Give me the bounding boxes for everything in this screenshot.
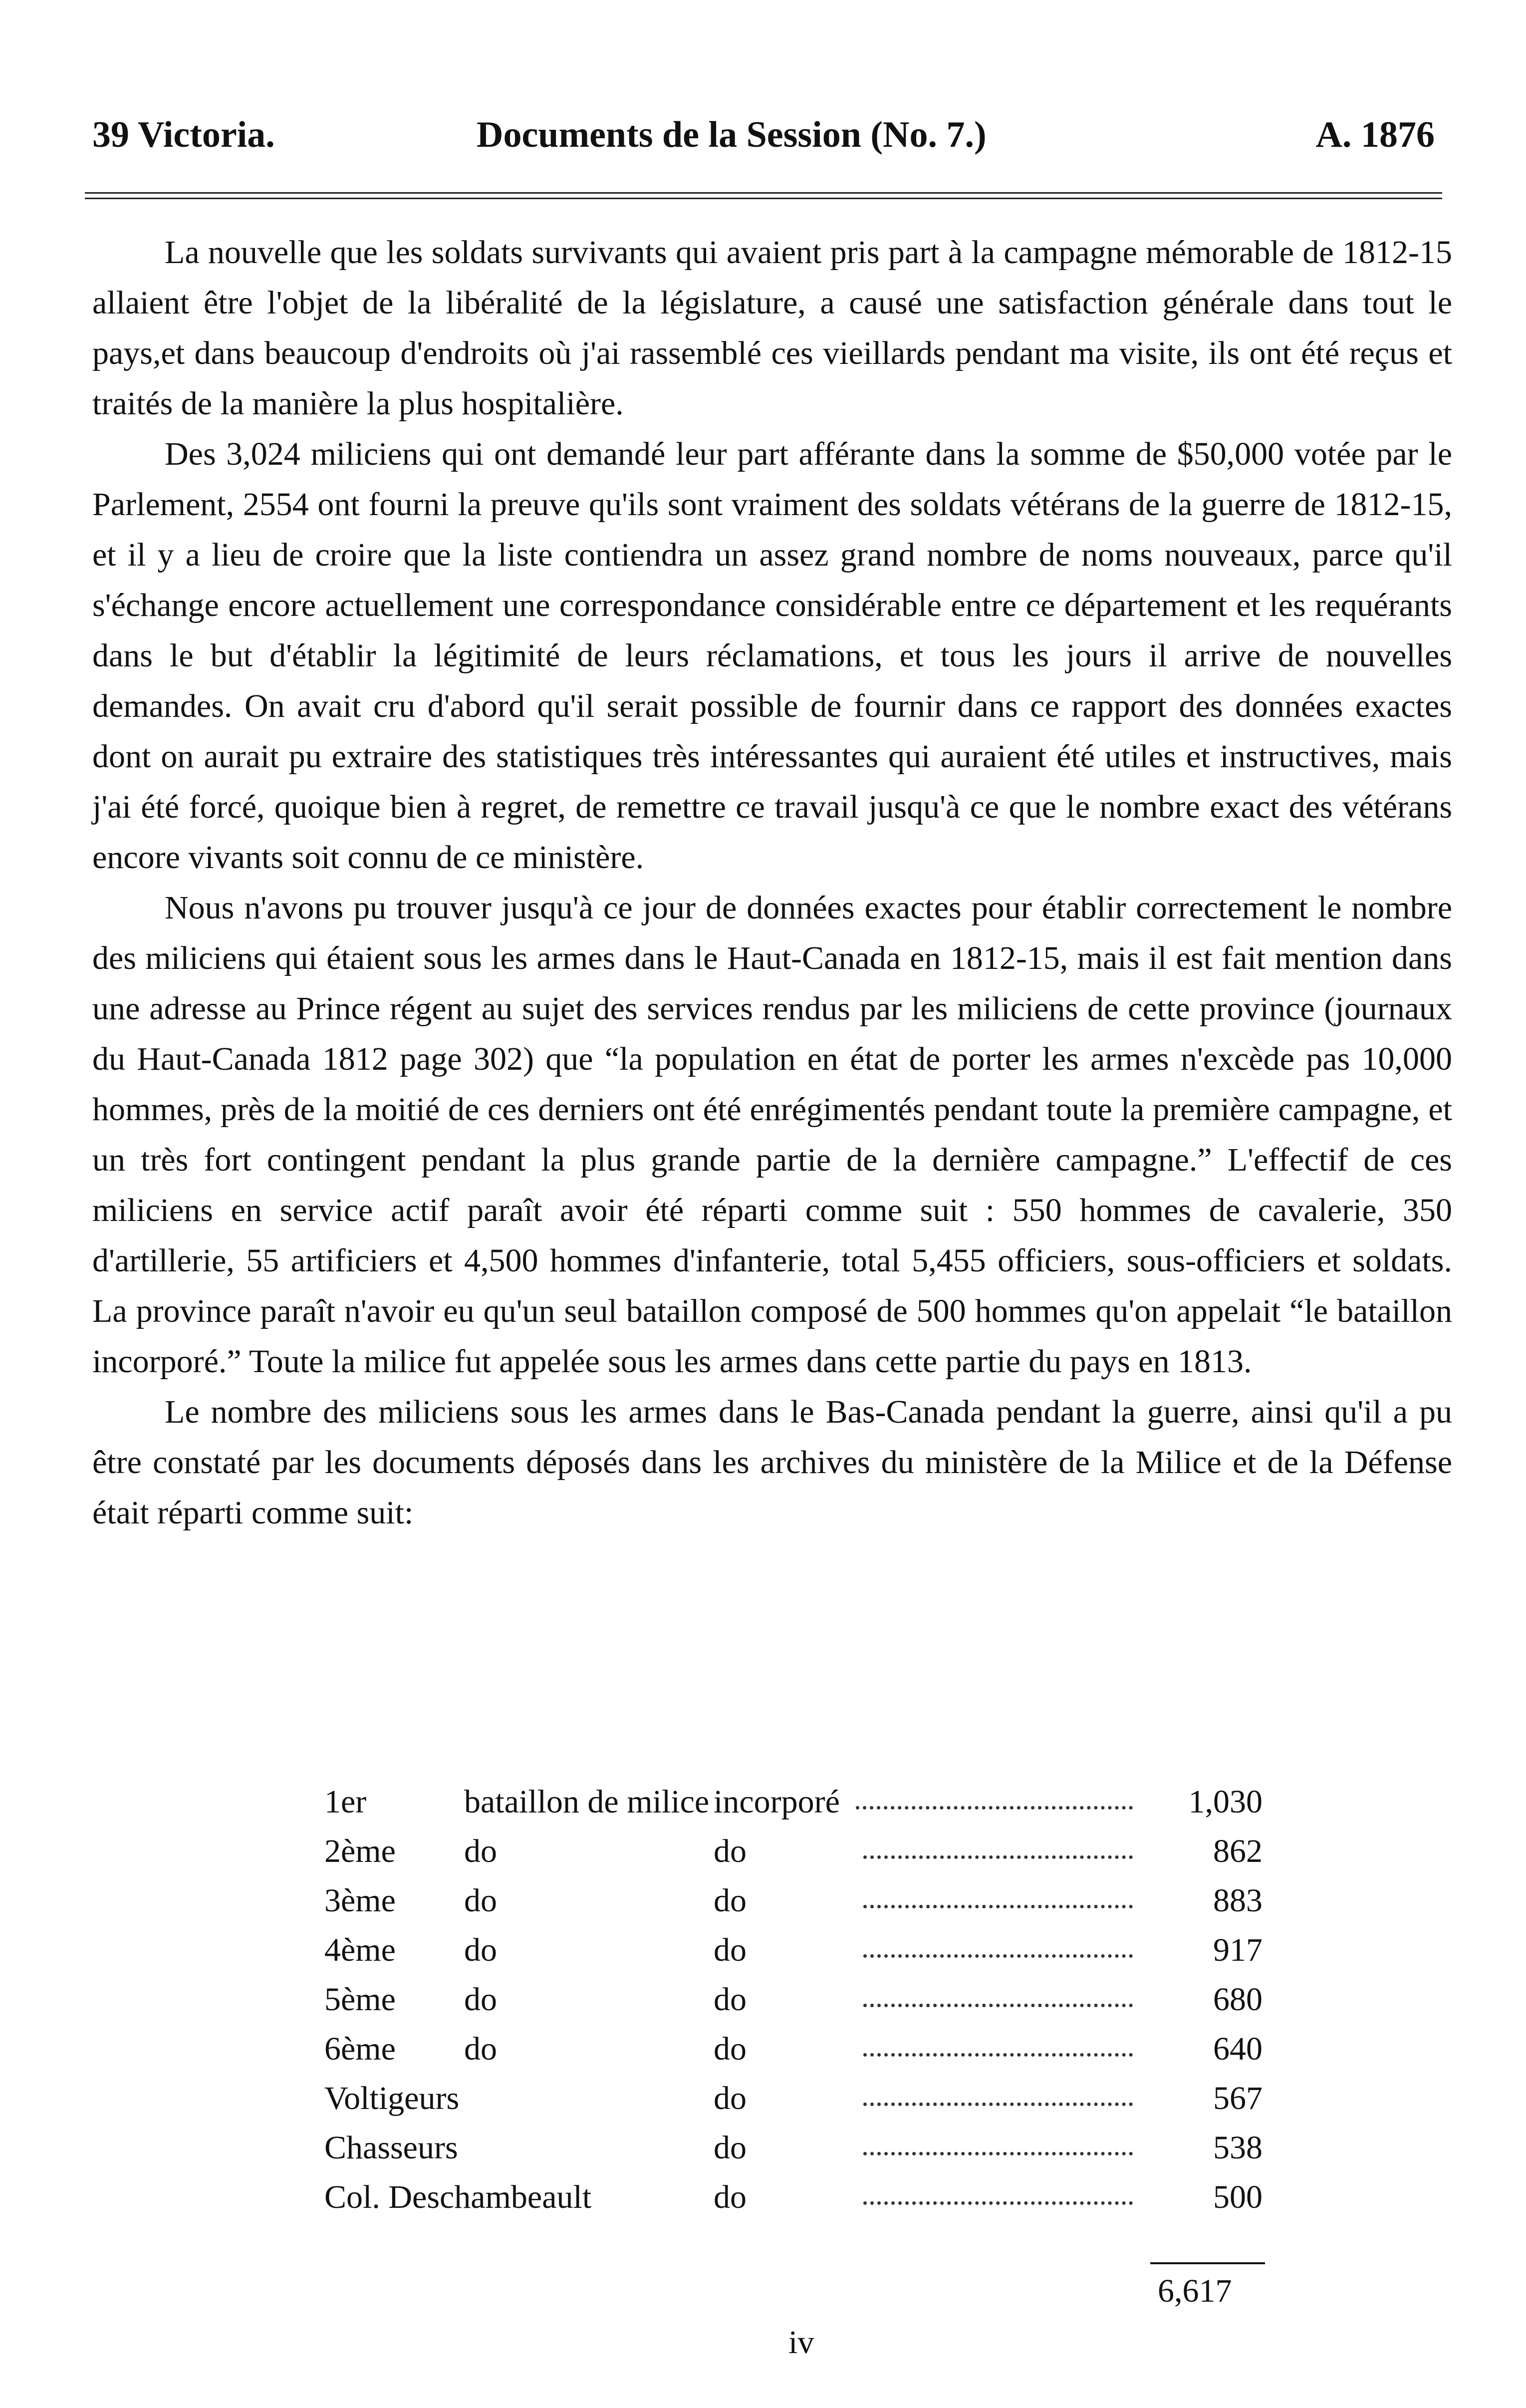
row-label: 4ème	[324, 1932, 396, 1968]
total-rule	[1150, 2262, 1265, 2264]
leader-dots	[863, 1855, 1133, 1859]
row-unit: bataillon de milice	[464, 1784, 710, 1820]
page-number: iv	[788, 2324, 814, 2361]
row-unit: do	[464, 1981, 497, 2018]
row-label: Chasseurs	[324, 2129, 458, 2166]
row-value: 917	[1213, 1932, 1263, 1968]
header-document-title: Documents de la Session (No. 7.)	[477, 114, 987, 155]
leader-dots	[856, 1806, 1133, 1809]
table-row	[324, 1975, 1263, 2024]
row-unit: do	[464, 1833, 497, 1869]
paragraph-3: Nous n'avons pu trouver jusqu'à ce jour de données exactes pour établir correctement le nombre des miliciens qui étaient sous les armes dans le Haut-Canada en 1812-15, mais il est fait mention dans une adresse au Prince régent au sujet des services rendus par les miliciens de cette province (journaux du Haut-Canada 1812 page 302) que “la population en état de porter les armes n'excède pas 10,000 hommes, près de la moitié de ces derniers ont été enrégimentés pendant toute la première campagne, et un très fort contingent pendant la plus grande partie de la dernière campagne.” L'effectif de ces miliciens en service actif paraît avoir été réparti comme suit : 550 hommes de cavalerie, 350 d'artillerie, 55 artificiers et 4,500 hommes d'infanterie, total 5,455 officiers, sous-officiers et soldats. La province paraît n'avoir eu qu'un seul bataillon composé de 500 hommes qu'on appelait “le bataillon incorporé.” Toute la milice fut appelée sous les armes dans cette partie du pays en 1813.	[92, 890, 1452, 1380]
row-value: 538	[1213, 2129, 1263, 2166]
report-body	[92, 227, 1452, 1538]
row-label: Col. Deschambeault	[324, 2179, 592, 2215]
header-year: A. 1876	[1315, 114, 1435, 155]
table-row	[324, 1925, 1263, 1975]
row-qualifier: do	[714, 2129, 747, 2166]
row-label: 6ème	[324, 2031, 396, 2067]
row-qualifier: do	[714, 2179, 747, 2215]
row-qualifier: incorporé	[714, 1784, 840, 1820]
row-unit: do	[464, 1882, 497, 1919]
row-label: 1er	[324, 1784, 367, 1820]
table-row	[324, 1826, 1263, 1876]
row-label: 2ème	[324, 1833, 396, 1869]
row-value: 862	[1213, 1833, 1263, 1869]
row-value: 640	[1213, 2031, 1263, 2067]
row-value: 680	[1213, 1981, 1263, 2018]
table-row	[324, 2074, 1263, 2123]
table-row	[324, 1777, 1263, 1826]
leader-dots	[863, 2053, 1133, 2057]
row-label: 3ème	[324, 1882, 396, 1919]
row-qualifier: do	[714, 2031, 747, 2067]
table-row	[324, 2123, 1263, 2172]
page-header	[92, 107, 1435, 162]
table-row	[324, 2024, 1263, 2074]
leader-dots	[863, 2103, 1133, 2106]
militia-table	[324, 1777, 1263, 2222]
leader-dots	[863, 1954, 1133, 1958]
paragraph-2: Des 3,024 miliciens qui ont demandé leur part afférante dans la somme de $50,000 votée par le Parlement, 2554 ont fourni la preuve qu'ils sont vraiment des soldats vétérans de la guerre de 1812-15, et il y a lieu de croire que la liste contiendra un assez grand nombre de noms nouveaux, parce qu'il s'échange encore actuellement une correspondance considérable entre ce département et les requérants dans le but d'établir la légitimité de leurs réclamations, et tous les jours il arrive de nouvelles demandes. On avait cru d'abord qu'il serait possible de fournir dans ce rapport des données exactes dont on aurait pu extraire des statistiques très intéressantes qui auraient été utiles et instructives, mais j'ai été forcé, quoique bien à regret, de remettre ce travail jusqu'à ce que le nombre exact des vétérans encore vivants soit connu de ce ministère.	[92, 436, 1452, 876]
row-label: 5ème	[324, 1981, 396, 2018]
row-qualifier: do	[714, 1932, 747, 1968]
table-total: 6,617	[1158, 2273, 1232, 2309]
row-qualifier: do	[714, 1833, 747, 1869]
row-value: 883	[1213, 1882, 1263, 1919]
header-double-rule	[85, 192, 1442, 199]
row-qualifier: do	[714, 1981, 747, 2018]
row-qualifier: do	[714, 1882, 747, 1919]
leader-dots	[863, 1905, 1133, 1908]
row-unit: do	[464, 1932, 497, 1968]
paragraph-1: La nouvelle que les soldats survivants qui avaient pris part à la campagne mémorable de 1812-15 allaient être l'objet de la libéralité de la législature, a causé une satisfaction générale dans tout le pays,et dans beaucoup d'endroits où j'ai rassemblé ces vieillards pendant ma visite, ils ont été reçus et traités de la manière la plus hospitalière.	[92, 234, 1452, 422]
header-session-year: 39 Victoria.	[92, 114, 275, 155]
row-qualifier: do	[714, 2080, 747, 2116]
row-label: Voltigeurs	[324, 2080, 460, 2116]
row-value: 500	[1213, 2179, 1263, 2215]
leader-dots	[863, 2152, 1133, 2155]
leader-dots	[863, 2004, 1133, 2007]
paragraph-4: Le nombre des miliciens sous les armes dans le Bas-Canada pendant la guerre, ainsi qu'il a pu être constaté par les documents déposés dans les archives du ministère de la Milice et de la Défense était réparti comme suit:	[92, 1394, 1452, 1531]
row-unit: do	[464, 2031, 497, 2067]
row-value: 1,030	[1188, 1784, 1263, 1820]
table-row	[324, 2172, 1263, 2222]
leader-dots	[863, 2201, 1133, 2205]
table-row	[324, 1876, 1263, 1925]
row-value: 567	[1213, 2080, 1263, 2116]
